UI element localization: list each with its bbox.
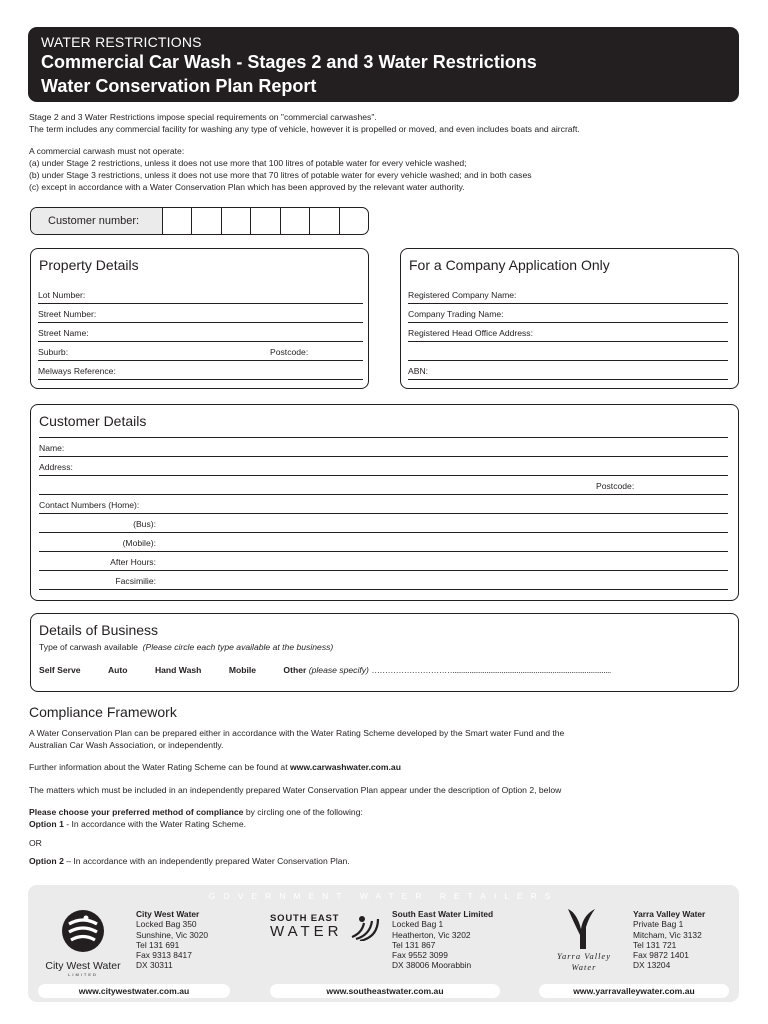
customer-details-title: Customer Details	[39, 413, 147, 429]
intro-item-c: (c) except in accordance with a Water Conservation Plan which has been approved by the relevant water authority.	[29, 181, 465, 192]
yarra-valley-water-url[interactable]: www.yarravalleywater.com.au	[539, 984, 729, 998]
customer-address-label: Address:	[39, 462, 73, 472]
yarra-valley-water-logo-bottom: Water	[571, 962, 597, 972]
company-trading-name-label: Company Trading Name:	[408, 309, 504, 319]
city-west-water-logo-sub: LIMITED	[68, 972, 98, 977]
city-west-water-address	[136, 909, 208, 971]
compliance-option-2[interactable]: Option 2 – In accordance with an independently prepared Water Conservation Plan.	[29, 856, 350, 867]
customer-number-digit-box[interactable]	[192, 208, 221, 234]
abn-field[interactable]	[408, 361, 728, 380]
option-other-note: (please specify)	[308, 665, 369, 675]
contact-facsimile-label: Facsimilie:	[115, 576, 156, 586]
header-title-line1: Commercial Car Wash - Stages 2 and 3 Water Restrictions	[41, 52, 537, 72]
customer-number-digit-box[interactable]	[163, 208, 192, 234]
yarra-valley-water-logo-top: Yarra Valley	[557, 951, 611, 961]
suburb-field[interactable]	[38, 342, 363, 361]
compliance-option-1[interactable]: Option 1 - In accordance with the Water Rating Scheme.	[29, 818, 247, 829]
south-east-water-logo-bottom: WATER	[270, 923, 343, 940]
compliance-paragraph-1a: A Water Conservation Plan can be prepared either in accordance with the Water Rating Scheme developed by the Smart water Fund and the	[29, 728, 565, 738]
option-auto[interactable]: Auto	[107, 665, 128, 675]
lot-number-label: Lot Number:	[38, 290, 86, 300]
contact-after-hours-label: After Hours:	[110, 557, 156, 567]
yarra-valley-water-name: Yarra Valley Water	[633, 909, 706, 919]
city-west-water-name: City West Water	[136, 909, 200, 919]
customer-heading-rule	[39, 419, 728, 438]
head-office-address-field[interactable]	[408, 323, 728, 342]
street-number-label: Street Number:	[38, 309, 97, 319]
customer-number-digit-box[interactable]	[340, 208, 368, 234]
street-number-field[interactable]	[38, 304, 363, 323]
header-kicker: WATER RESTRICTIONS	[41, 34, 202, 50]
contact-home-label: Contact Numbers (Home):	[39, 500, 140, 510]
company-application-panel	[400, 248, 739, 389]
city-west-water-logo-text: City West Water	[45, 960, 121, 972]
government-water-retailers-banner: GOVERNMENT WATER RETAILERS	[208, 891, 559, 901]
yarra-valley-water-address	[633, 909, 705, 971]
contact-home-field[interactable]	[39, 495, 728, 514]
yarra-valley-water-line: Private Bag 1	[633, 919, 684, 930]
intro-text	[29, 112, 741, 193]
south-east-water-url[interactable]: www.southeastwater.com.au	[270, 984, 500, 998]
street-name-field[interactable]	[38, 323, 363, 342]
business-details-title: Details of Business	[39, 622, 159, 638]
property-details-title: Property Details	[39, 257, 139, 273]
customer-name-label: Name:	[39, 443, 65, 453]
yarra-valley-water-line: Tel 131 721	[633, 939, 677, 950]
contact-after-hours-field[interactable]	[39, 552, 728, 571]
intro-paragraph-2: The term includes any commercial facility for washing any type of vehicle, however it is propelled or moved, and even includes boats and aircraft.	[29, 123, 580, 134]
south-east-water-line: Fax 9552 3099	[392, 950, 448, 961]
south-east-water-line: Tel 131 867	[392, 939, 436, 950]
customer-number-digit-box[interactable]	[310, 208, 339, 234]
compliance-or: OR	[29, 837, 42, 848]
yarra-valley-water-line: Fax 9872 1401	[633, 950, 689, 961]
option-hand-wash[interactable]: Hand Wash	[154, 665, 202, 675]
yarra-valley-water-line: Mitcham, Vic 3132	[633, 929, 702, 940]
south-east-water-line: Heatherton, Vic 3202	[392, 929, 471, 940]
south-east-water-address	[392, 909, 493, 971]
contact-facsimile-field[interactable]	[39, 571, 728, 590]
header-banner	[28, 27, 739, 102]
company-trading-name-field[interactable]	[408, 304, 728, 323]
option-self-serve[interactable]: Self Serve	[39, 665, 81, 675]
customer-number-digit-box[interactable]	[222, 208, 251, 234]
customer-details-panel	[30, 404, 739, 601]
melways-reference-field[interactable]	[38, 361, 363, 380]
head-office-address-label: Registered Head Office Address:	[408, 328, 533, 338]
south-east-water-line: Locked Bag 1	[392, 919, 444, 930]
contact-bus-label: (Bus):	[133, 519, 156, 529]
south-east-water-logo	[270, 911, 382, 943]
city-west-water-line: Locked Bag 350	[136, 919, 197, 930]
contact-bus-field[interactable]	[39, 514, 728, 533]
street-name-label: Street Name:	[38, 328, 89, 338]
option-other-label: Other	[283, 665, 307, 675]
compliance-paragraph-2: Further information about the Water Rating Scheme can be found at www.carwashwater.com.au	[29, 762, 401, 773]
registered-company-name-label: Registered Company Name:	[408, 290, 517, 300]
contact-mobile-label: (Mobile):	[122, 538, 156, 548]
yarra-valley-water-tree-icon	[566, 907, 602, 951]
option-other-dotted-line[interactable]: …………………………....................................................................................	[371, 665, 611, 675]
carwash-type-options	[39, 665, 611, 675]
option-other[interactable]	[283, 665, 610, 675]
melways-reference-label: Melways Reference:	[38, 366, 116, 376]
city-west-water-line: DX 30311	[136, 960, 173, 971]
customer-number-field	[30, 207, 369, 235]
city-west-water-logo	[38, 907, 128, 977]
suburb-label: Suburb:	[38, 347, 69, 357]
customer-address-field[interactable]	[39, 457, 728, 476]
compliance-paragraph-1b: Australian Car Wash Association, or independently.	[29, 739, 224, 750]
option-mobile[interactable]: Mobile	[228, 665, 257, 675]
city-west-water-line: Sunshine, Vic 3020	[136, 929, 209, 940]
carwash-type-instructions	[39, 642, 333, 652]
customer-postcode-label: Postcode:	[596, 481, 635, 491]
customer-number-digit-box[interactable]	[281, 208, 310, 234]
south-east-water-swirl-icon	[348, 911, 380, 941]
intro-item-a: (a) under Stage 2 restrictions, unless it does not use more that 100 litres of potable water for every vehicle washed;	[29, 158, 467, 169]
postcode-label: Postcode:	[270, 347, 309, 357]
compliance-framework-text	[29, 728, 729, 868]
compliance-paragraph-4: Please choose your preferred method of compliance by circling one of the following:	[29, 807, 363, 818]
property-details-panel	[30, 248, 369, 389]
south-east-water-name: South East Water Limited	[392, 909, 494, 919]
carwash-type-label: Type of carwash available	[39, 642, 138, 652]
south-east-water-line: DX 38006 Moorabbin	[392, 960, 472, 971]
city-west-water-line: Fax 9313 8417	[136, 950, 192, 961]
city-west-water-emblem-icon	[38, 907, 128, 955]
customer-name-field[interactable]	[39, 438, 728, 457]
head-office-address-field-2[interactable]	[408, 342, 728, 361]
carwash-type-note: (Please circle each type available at the business)	[142, 642, 334, 652]
company-application-title: For a Company Application Only	[409, 257, 610, 273]
intro-item-b: (b) under Stage 3 restrictions, unless it does not use more that 70 litres of potable water for every vehicle washed; and in both cases	[29, 169, 532, 180]
carwashwater-link[interactable]: www.carwashwater.com.au	[289, 762, 401, 773]
city-west-water-url[interactable]: www.citywestwater.com.au	[38, 984, 230, 998]
compliance-framework-title: Compliance Framework	[29, 704, 177, 720]
abn-label: ABN:	[408, 366, 429, 376]
city-west-water-line: Tel 131 691	[136, 939, 180, 950]
intro-paragraph-3: A commercial carwash must not operate:	[29, 146, 185, 157]
yarra-valley-water-logo	[544, 907, 624, 977]
registered-company-name-field[interactable]	[408, 285, 728, 304]
intro-paragraph-1: Stage 2 and 3 Water Restrictions impose special requirements on "commercial carwashes".	[29, 112, 377, 122]
yarra-valley-water-line: DX 13204	[633, 960, 671, 971]
customer-postcode-field[interactable]	[39, 476, 728, 495]
header-title-line2: Water Conservation Plan Report	[41, 76, 317, 96]
south-east-water-logo-top: SOUTH EAST	[270, 913, 340, 924]
retailers-footer	[28, 885, 739, 1002]
lot-number-field[interactable]	[38, 285, 363, 304]
customer-number-label: Customer number:	[31, 208, 163, 234]
business-details-panel	[30, 613, 739, 692]
compliance-paragraph-3: The matters which must be included in an independently prepared Water Conservation Plan appear under the description of Option 2, below	[29, 784, 562, 795]
customer-number-digit-box[interactable]	[251, 208, 280, 234]
contact-mobile-field[interactable]	[39, 533, 728, 552]
